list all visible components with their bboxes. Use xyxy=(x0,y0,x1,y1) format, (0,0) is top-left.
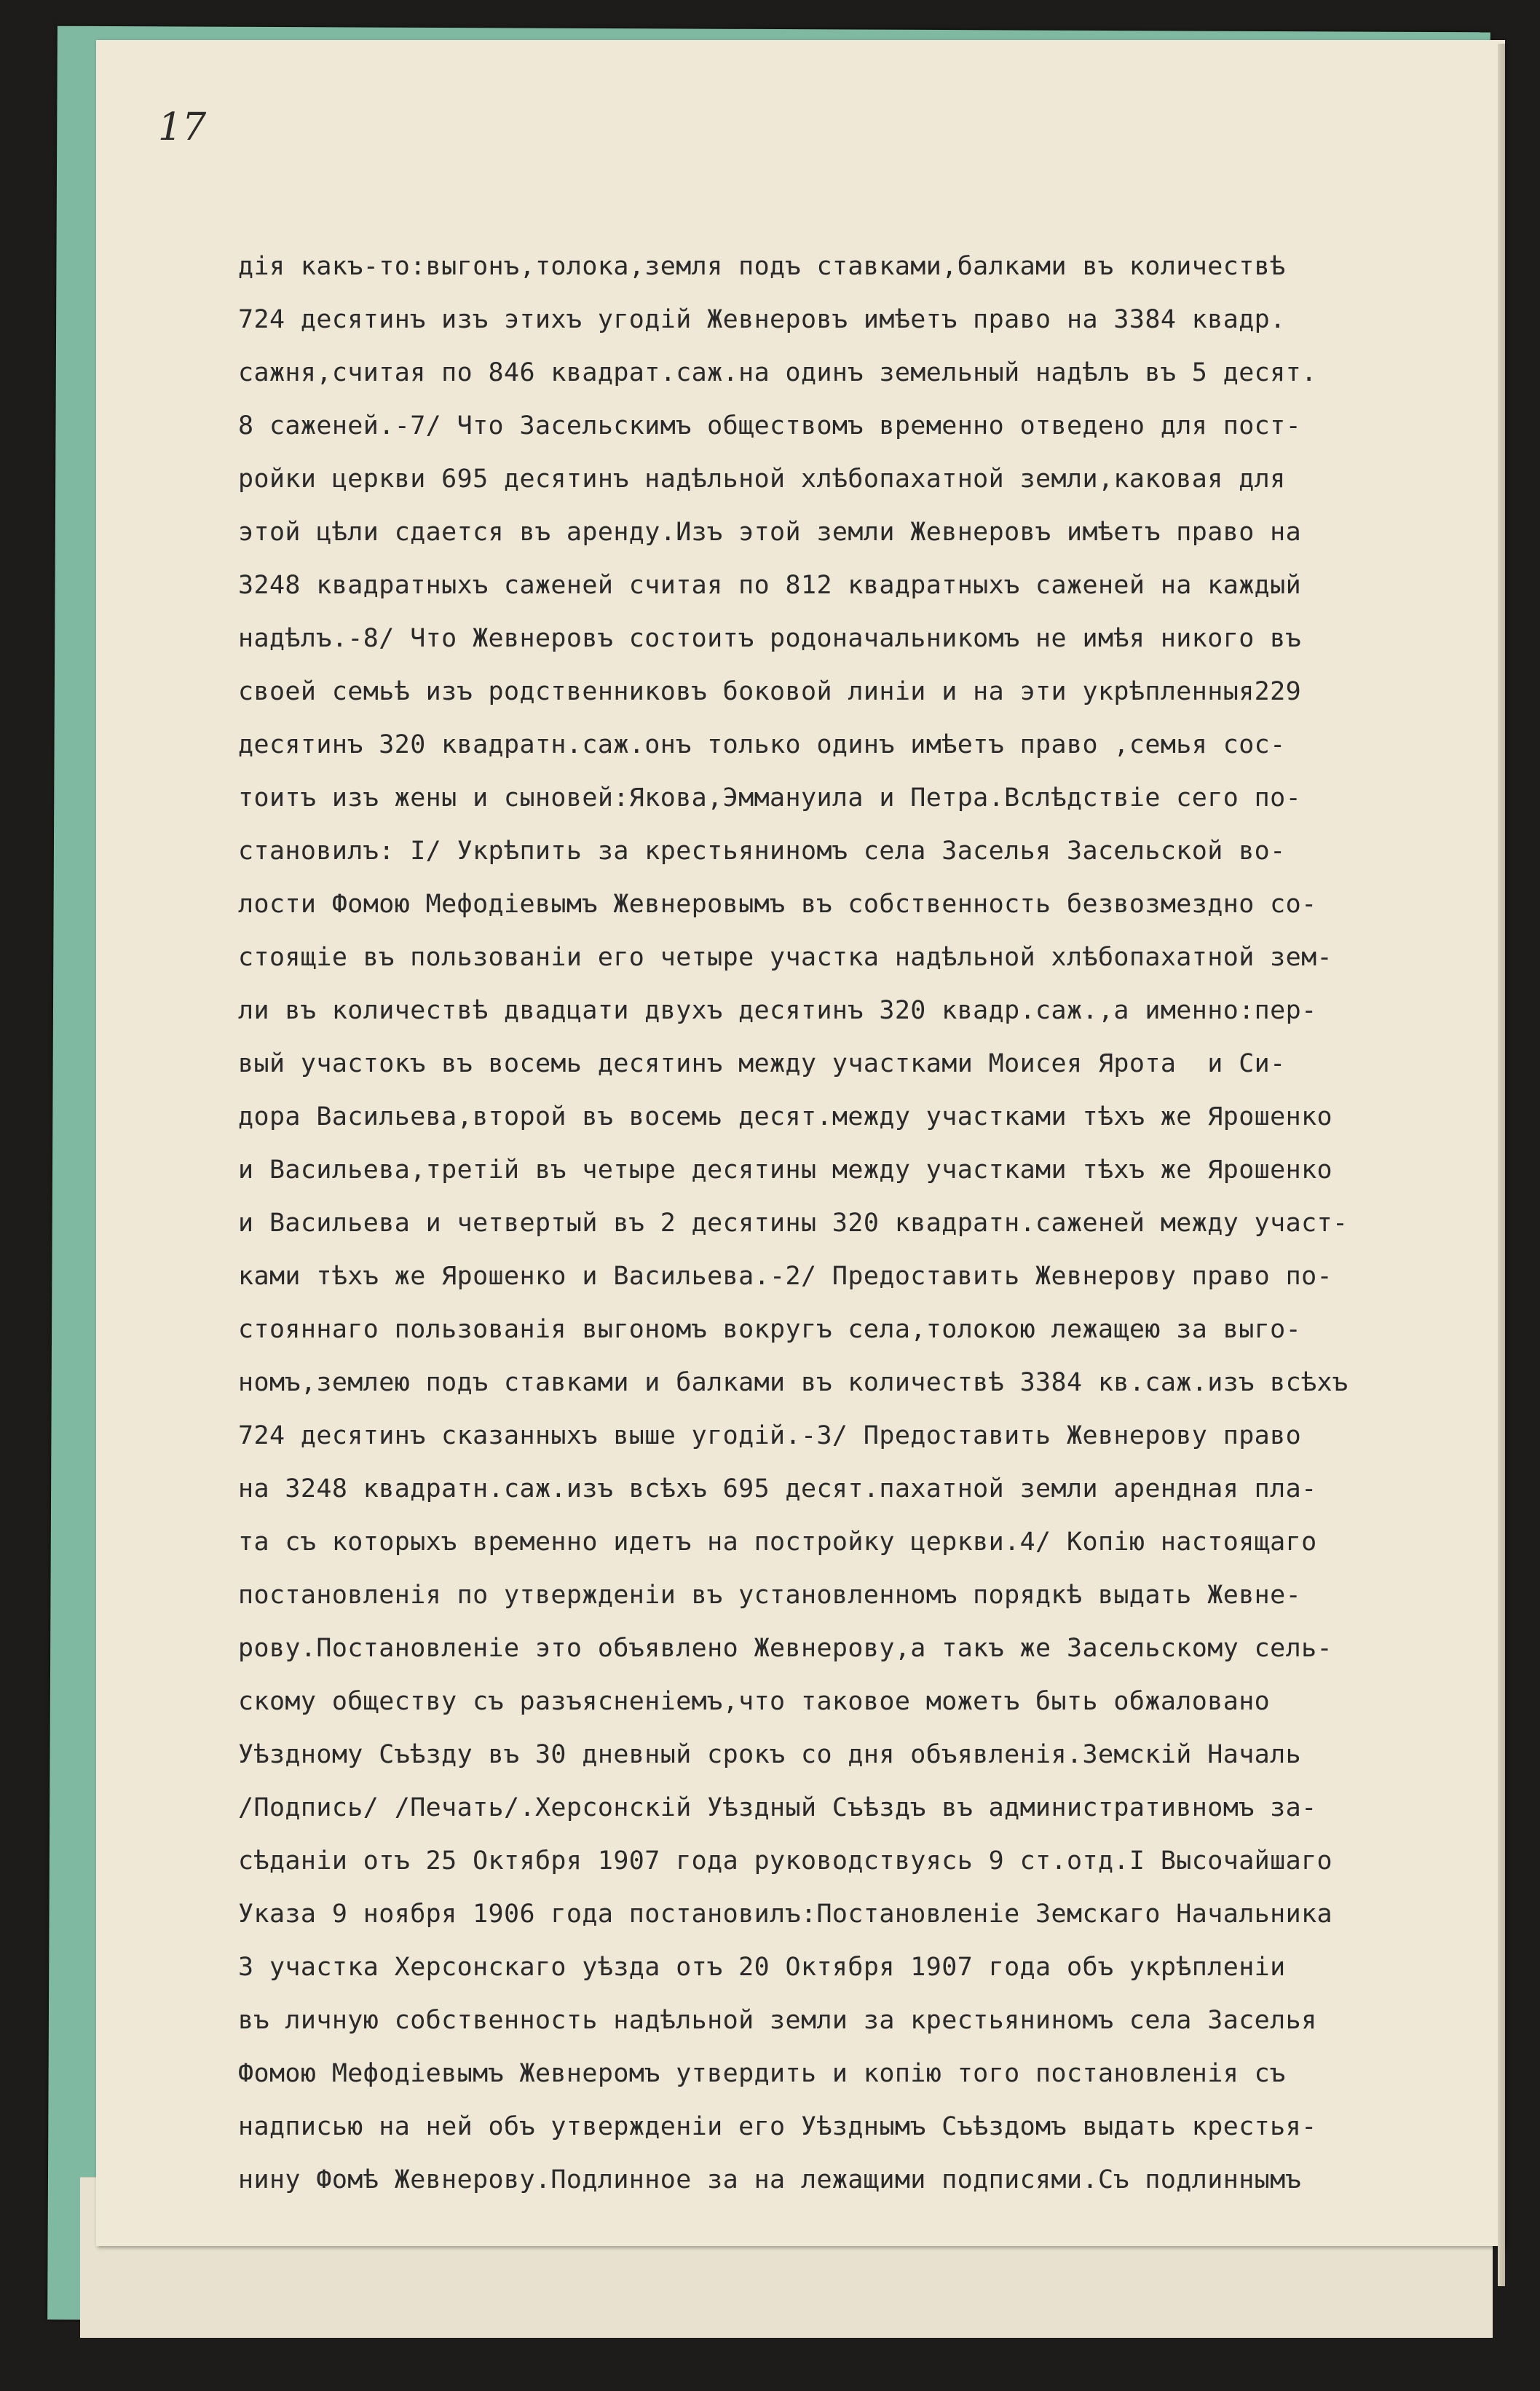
text-line: 8 саженей.-7/ Что Засельскимъ обществомъ временно отведено для пост- xyxy=(238,411,1302,440)
text-line: ли въ количествѣ двадцати двухъ десятинъ 320 квадр.саж.,а именно:пер- xyxy=(238,996,1317,1025)
text-line: постановленія по утвержденіи въ установленномъ порядкѣ выдать Жевне- xyxy=(238,1581,1302,1610)
text-line: стояннаго пользованія выгономъ вокругъ села,толокою лежащею за выго- xyxy=(238,1315,1302,1344)
text-line: Указа 9 ноября 1906 года постановилъ:Постановленіе Земскаго Начальника xyxy=(238,1900,1333,1929)
text-line: и Васильева,третій въ четыре десятины между участками тѣхъ же Ярошенко xyxy=(238,1155,1333,1185)
text-line: становилъ: I/ Укрѣпить за крестьяниномъ села Заселья Засельской во- xyxy=(238,837,1286,866)
text-line: сажня,считая по 846 квадрат.саж.на одинъ земельный надѣлъ въ 5 десят. xyxy=(238,358,1317,387)
text-line: стоящіе въ пользованіи его четыре участка надѣльной хлѣбопахатной зем- xyxy=(238,943,1333,972)
text-line: 724 десятинъ сказанныхъ выше угодій.-3/ Предоставить Жевнерову право xyxy=(238,1421,1302,1450)
text-line: десятинъ 320 квадратн.саж.онъ только одинъ имѣетъ право ,семья сос- xyxy=(238,730,1286,759)
text-line: лости Фомою Мефодіевымъ Жевнеровымъ въ собственность безвозмездно со- xyxy=(238,890,1317,919)
text-line: 3248 квадратныхъ саженей считая по 812 квадратныхъ саженей на каждый xyxy=(238,571,1302,600)
text-line: дора Васильева,второй въ восемь десят.между участками тѣхъ же Ярошенко xyxy=(238,1102,1333,1131)
text-line: /Подпись/ /Печать/.Херсонскій Уѣздный Съѣздъ въ административномъ за- xyxy=(238,1793,1317,1822)
page-edge xyxy=(1498,44,1505,2286)
text-line: ками тѣхъ же Ярошенко и Васильева.-2/ Предоставить Жевнерову право по- xyxy=(238,1262,1333,1291)
text-line: на 3248 квадратн.саж.изъ всѣхъ 695 десят.пахатной земли арендная пла- xyxy=(238,1474,1317,1503)
text-line: рову.Постановленіе это объявлено Жевнерову,а такъ же Засельскому сель- xyxy=(238,1634,1333,1663)
text-line: сѣданіи отъ 25 Октября 1907 года руководствуясь 9 ст.отд.I Высочайшаго xyxy=(238,1846,1333,1876)
text-line: тоитъ изъ жены и сыновей:Якова,Эммануила и Петра.Вслѣдствіе сего по- xyxy=(238,783,1302,813)
text-line: нину Фомѣ Жевнерову.Подлинное за на лежащими подписями.Съ подлиннымъ xyxy=(238,2165,1302,2194)
text-line: 724 десятинъ изъ этихъ угодій Жевнеровъ имѣетъ право на 3384 квадр. xyxy=(238,305,1286,334)
text-line: надписью на ней объ утвержденіи его Уѣзднымъ Съѣздомъ выдать крестья- xyxy=(238,2112,1317,2141)
text-line: надѣлъ.-8/ Что Жевнеровъ состоитъ родоначальникомъ не имѣя никого въ xyxy=(238,624,1302,653)
text-line: своей семьѣ изъ родственниковъ боковой линіи и на эти укрѣпленныя229 xyxy=(238,677,1302,706)
text-line: дія какъ-то:выгонъ,толока,земля подъ ставками,балками въ количествѣ xyxy=(238,252,1286,281)
text-line: и Васильева и четвертый въ 2 десятины 320 квадратн.саженей между участ- xyxy=(238,1209,1349,1238)
text-line: скому обществу съ разъясненіемъ,что таковое можетъ быть обжаловано xyxy=(238,1687,1271,1716)
text-line: въ личную собственность надѣльной земли за крестьяниномъ села Заселья xyxy=(238,2006,1317,2035)
text-line: та съ которыхъ временно идетъ на постройку церкви.4/ Копію настоящаго xyxy=(238,1528,1317,1557)
text-line: ройки церкви 695 десятинъ надѣльной хлѣбопахатной земли,каковая для xyxy=(238,465,1286,494)
typed-text-body xyxy=(238,240,1487,2207)
text-line: этой цѣли сдается въ аренду.Изъ этой земли Жевнеровъ имѣетъ право на xyxy=(238,518,1302,547)
page-number: 17 xyxy=(158,106,207,149)
text-line: номъ,землею подъ ставками и балками въ количествѣ 3384 кв.саж.изъ всѣхъ xyxy=(238,1368,1349,1397)
text-line: Фомою Мефодіевымъ Жевнеромъ утвердить и копію того постановленія съ xyxy=(238,2059,1286,2088)
text-line: 3 участка Херсонскаго уѣзда отъ 20 Октября 1907 года объ укрѣпленіи xyxy=(238,1953,1286,1982)
text-line: вый участокъ въ восемь десятинъ между участками Моисея Ярота и Си- xyxy=(238,1049,1286,1078)
text-line: Уѣздному Съѣзду въ 30 дневный срокъ со дня объявленія.Земскій Началь xyxy=(238,1740,1302,1769)
document-page xyxy=(96,40,1505,2246)
